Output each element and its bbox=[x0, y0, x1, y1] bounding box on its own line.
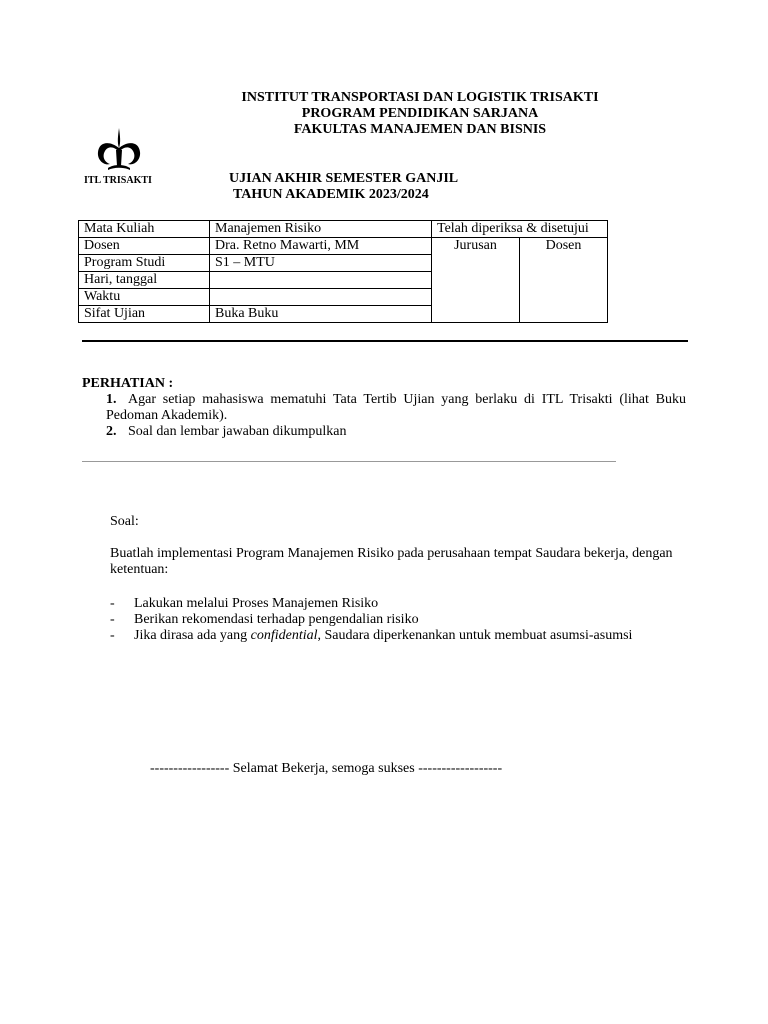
cell-value: Manajemen Risiko bbox=[210, 221, 432, 238]
cell-label: Mata Kuliah bbox=[79, 221, 210, 238]
approval-header: Telah diperiksa & disetujui bbox=[432, 221, 608, 238]
approval-dosen: Dosen bbox=[520, 238, 608, 323]
exam-info-table bbox=[78, 220, 608, 323]
soal-intro: Buatlah implementasi Program Manajemen Risiko pada perusahaan tempat Saudara bekerja, dengan ketentuan: bbox=[110, 546, 673, 577]
cell-label: Dosen bbox=[79, 238, 210, 255]
item-number: 2. bbox=[106, 424, 117, 439]
header-divider bbox=[82, 340, 688, 342]
cell-value bbox=[210, 272, 432, 289]
bullet-text: Jika dirasa ada yang bbox=[134, 628, 251, 643]
approval-jurusan: Jurusan bbox=[432, 238, 520, 323]
program-name: PROGRAM PENDIDIKAN SARJANA bbox=[301, 106, 539, 121]
exam-title: UJIAN AKHIR SEMESTER GANJIL bbox=[229, 171, 459, 186]
faculty-name: FAKULTAS MANAJEMEN DAN BISNIS bbox=[293, 122, 547, 137]
logo-label: ITL TRISAKTI bbox=[84, 175, 152, 186]
item-number: 1. bbox=[106, 392, 117, 407]
perhatian-item-2 bbox=[106, 424, 686, 440]
perhatian-item-1 bbox=[106, 392, 686, 424]
table-row bbox=[79, 238, 608, 255]
bullet-text-continued: , Saudara diperkenankan untuk membuat asumsi-asumsi bbox=[317, 628, 633, 643]
bullet-emphasis: confidential bbox=[250, 628, 318, 643]
perhatian-heading: PERHATIAN : bbox=[82, 376, 174, 391]
bullet-mark: - bbox=[110, 612, 115, 627]
list-item bbox=[110, 612, 710, 628]
cell-label: Hari, tanggal bbox=[79, 272, 210, 289]
list-item bbox=[110, 596, 710, 612]
bullet-mark: - bbox=[110, 628, 115, 643]
itl-trisakti-logo-icon bbox=[94, 126, 144, 172]
bullet-text: Lakukan melalui Proses Manajemen Risiko bbox=[134, 596, 379, 611]
item-text: Agar setiap mahasiswa mematuhi Tata Tertib Ujian yang berlaku di ITL Trisakti (lihat Buku Pedoman Akademik). bbox=[106, 392, 686, 423]
bullet-mark: - bbox=[110, 596, 115, 611]
cell-label: Waktu bbox=[79, 289, 210, 306]
cell-value: Buka Buku bbox=[210, 306, 432, 323]
cell-value: Dra. Retno Mawarti, MM bbox=[210, 238, 432, 255]
section-divider bbox=[82, 461, 616, 462]
item-text: Soal dan lembar jawaban dikumpulkan bbox=[128, 424, 347, 439]
list-item bbox=[110, 628, 710, 644]
cell-value: S1 – MTU bbox=[210, 255, 432, 272]
bullet-text: Berikan rekomendasi terhadap pengendalian risiko bbox=[134, 612, 419, 627]
table-row bbox=[79, 221, 608, 238]
institution-name: INSTITUT TRANSPORTASI DAN LOGISTIK TRISAKTI bbox=[241, 90, 599, 105]
soal-label: Soal: bbox=[110, 514, 139, 529]
closing-message: ----------------- Selamat Bekerja, semoga sukses ------------------ bbox=[150, 761, 503, 776]
academic-year: TAHUN AKADEMIK 2023/2024 bbox=[233, 187, 429, 202]
cell-label: Program Studi bbox=[79, 255, 210, 272]
cell-label: Sifat Ujian bbox=[79, 306, 210, 323]
cell-value bbox=[210, 289, 432, 306]
